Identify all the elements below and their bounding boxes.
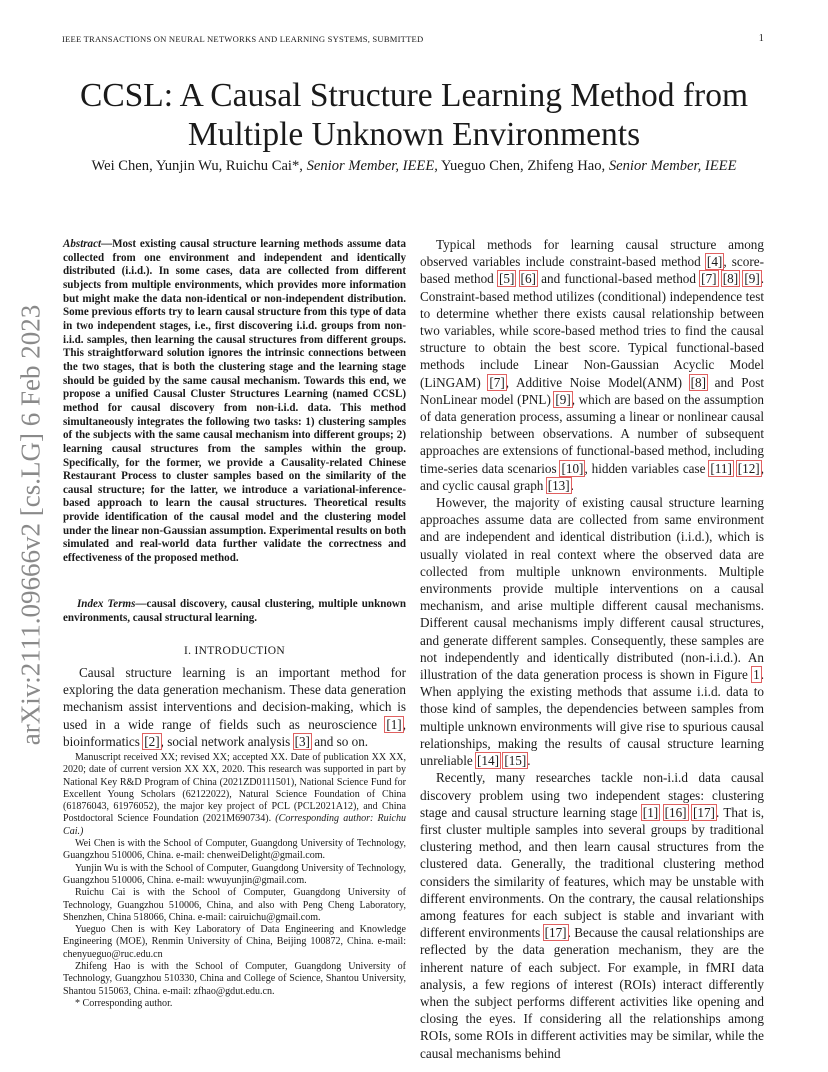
arxiv-stamp-text: arXiv:2111.09666v2 [cs.LG] 6 Feb 2023 xyxy=(15,304,46,746)
citation-link[interactable]: [6] xyxy=(520,271,536,287)
citation-link[interactable]: [3] xyxy=(294,733,310,749)
citation-link[interactable]: [16] xyxy=(664,804,687,820)
citation-link[interactable]: [1] xyxy=(386,716,402,732)
citation-link[interactable]: [8] xyxy=(690,374,707,390)
index-terms-text: —causal discovery, causal clustering, multiple unknown environments, causal structural learning. xyxy=(63,598,407,624)
citation-link[interactable]: [7] xyxy=(701,271,717,287)
figure-link[interactable]: 1 xyxy=(753,667,760,683)
footnote-affiliation: Yunjin Wu is with the School of Computer, Guangdong University of Technology, Guangzhou 510006, China. e-mail: wwuyunjin@gmail.com. xyxy=(63,862,406,886)
right-paragraph-3 xyxy=(420,769,764,1061)
footnote-star: * Corresponding author. xyxy=(75,997,173,1009)
abstract-text: —Most existing causal structure learning methods assume data collected from one environment and independent and identically distributed (i.i.d.). In some cases, data are collected from different subjects from multiple environments, which provides more information but might make the data non-identical or non-independent distribution. Some previous efforts try to learn causal structure from this type of data in two independent stages, i.e., first discovering i.i.d. groups from non-i.i.d. samples, then learning the causal structures from different groups. This straightforward solution ignores the intrinsic connections between the two stages, that is both the clustering stage and the learning stage should be guided by the same causal mechanism. Towards this end, we propose a unified Causal Cluster Structures Learning (named CCSL) method for causal discovery from non-i.i.d. data. This method simultaneously integrates the following two tasks: 1) clustering samples of the subjects with the same causal mechanism into different groups; 2) learning causal structures from the samples within the group. Specifically, for the former, we provide a Causality-related Chinese Restaurant Process to cluster samples based on the similarity of the causal structure; for the latter, we introduce a variational-inference-based approach to learn the causal structures. Theoretical results provide identification of the causal model and the clustering model under the linear non-Gaussian assumption. Experimental results on both simulated and real-world data further validate the correctness and effectiveness of the proposed method. xyxy=(63,238,406,565)
citation-link[interactable]: [10] xyxy=(561,460,584,476)
index-terms-label: Index Terms xyxy=(77,598,136,610)
intro-text: and so on. xyxy=(310,733,369,749)
footnote-affiliation: Zhifeng Hao is with the School of Computer, Guangdong University of Technology, Guangzhou 510330, China and College of Science, Shantou University, Shantou 515063, China. e-mail: zfhao@gdut.edu.cn. xyxy=(63,961,406,997)
footnote-corresponding: (Corresponding author: Ruichu Cai.) xyxy=(63,813,406,837)
intro-text: , bioinformatics xyxy=(63,716,406,749)
arxiv-stamp xyxy=(11,290,51,760)
authors-part-2: , Yueguo Chen, Zhifeng Hao, xyxy=(434,158,609,174)
citation-link[interactable]: [8] xyxy=(722,271,739,287)
page-number: 1 xyxy=(758,33,764,44)
abstract xyxy=(63,238,406,566)
paragraph-text: and functional-based method xyxy=(536,271,701,287)
running-header: IEEE TRANSACTIONS ON NEURAL NETWORKS AND LEARNING SYSTEMS, SUBMITTED xyxy=(62,34,424,44)
paragraph-text: , Additive Noise Model(ANM) xyxy=(505,374,690,390)
citation-link[interactable]: [17] xyxy=(544,925,567,941)
intro-text: , social network analysis xyxy=(160,733,294,749)
footnote-affiliation: Yueguo Chen is with Key Laboratory of Data Engineering and Knowledge Engineering (MOE), Renmin University of China, Beijing 100872, China. e-mail: chenyueguo@ruc.edu.cn xyxy=(63,924,406,960)
paragraph-text: . That is, first cluster multiple samples into several groups by traditional clustering method, and then learn causal structures from the clustered data. Generally, the traditional clustering method considers the similarity of features, which may be unstable with different environments. On the contrary, the causal relationships among features for each subject is stable and invariant with different environments xyxy=(420,804,765,941)
footnotes xyxy=(63,752,406,1010)
citation-link[interactable]: [11] xyxy=(710,460,732,476)
section-heading: I. INTRODUCTION xyxy=(184,645,285,657)
citation-link[interactable]: [7] xyxy=(489,374,505,390)
paragraph-text: . Constraint-based method utilizes (conditional) independence test to determine whether there exists causal relationship between two variables, while score-based method tries to find the causal structure to obtain the best score. Typical functional-based methods include Linear Non-Gaussian Acyclic Model (LiNGAM) xyxy=(420,271,765,390)
right-paragraph-1 xyxy=(420,236,764,494)
footnote-text: Manuscript received XX; revised XX; accepted XX. Date of publication XX XX, 2020; date of current version XX XX, 2020. This research was supported in part by National Key R&D Program of China (2021ZD0111501), National Science Fund for Excellent Young Scholars (62122022), Natural Science Foundation of China (61876043, 61976052), the major key project of PCL (PCL2021A12), and China Postdoctoral Science Foundation (2021M690734). xyxy=(63,752,406,825)
paragraph-text: . When applying the existing methods that assume i.i.d. data to those kind of samples, the dependencies between samples from multiple unknown environments will give rise to spurious causal relationships, making the results of causal structure learning unreliable xyxy=(420,667,764,769)
abstract-label: Abstract xyxy=(63,238,102,250)
authors-part-1: Wei Chen, Yunjin Wu, Ruichu Cai*, xyxy=(91,158,307,174)
citation-link[interactable]: [15] xyxy=(504,753,527,769)
citation-link[interactable]: [13] xyxy=(547,477,570,493)
author-role-2: Senior Member, IEEE xyxy=(608,158,737,174)
footnote-funding xyxy=(63,752,406,838)
paragraph-text: , hidden variables case xyxy=(584,460,710,476)
intro-paragraph xyxy=(63,664,406,750)
right-column xyxy=(420,236,764,1062)
paragraph-text: Recently, many researches tackle non-i.i.d data causal discovery problem using two independent stages: clustering stage and causal structure learning stage xyxy=(420,770,764,820)
citation-link[interactable]: [9] xyxy=(744,271,760,287)
citation-link[interactable]: [12] xyxy=(737,460,760,476)
author-role-1: Senior Member, IEEE xyxy=(306,158,435,174)
paragraph-text: . xyxy=(527,753,531,769)
paper-title: CCSL: A Causal Structure Learning Method from Multiple Unknown Environments xyxy=(79,77,749,153)
footnote-affiliation: Wei Chen is with the School of Computer, Guangdong University of Technology, Guangzhou 510006, China. e-mail: chenweiDelight@gmail.com. xyxy=(63,838,406,862)
paragraph-text: . Because the causal relationships are reflected by the data generation mechanism, they are the inherent nature of each subject. For example, in fMRI data analysis, a few regions of interest (ROIs) interact differently when the subject performs different activities like opening and closing the eyes. If considering all the relationships among ROIs, some ROIs in different activities may be similar, while the causal mechanisms behind xyxy=(420,925,764,1061)
paragraph-text: , score-based method xyxy=(420,254,765,287)
citation-link[interactable]: [2] xyxy=(144,733,160,749)
footnote-affiliation: Ruichu Cai is with the School of Computer, Guangdong University of Technology, Guangzhou 510006, China, and also with Peng Cheng Laboratory, Shenzhen, China 518066, China. e-mail: cairuichu@gmail.com. xyxy=(63,887,406,923)
author-list xyxy=(50,158,778,175)
citation-link[interactable]: [17] xyxy=(692,804,715,820)
paragraph-text: , which are based on the assumption of data generation process, assuming a linear or nonlinear causal relationship between observations. A number of subsequent approaches are extensions of functional-based method, including time-series data scenarios xyxy=(420,391,765,476)
intro-text: Causal structure learning is an important method for exploring the data generation mechanism. These data generation mechanism assist interventions and decision-making, which is used in a wide range of fields such as neuroscience xyxy=(63,665,406,732)
paragraph-text: and Post NonLinear model (PNL) xyxy=(420,374,764,407)
citation-link[interactable]: [5] xyxy=(498,271,515,287)
citation-link[interactable]: [14] xyxy=(477,753,500,769)
right-paragraph-2 xyxy=(420,494,764,769)
paragraph-text: Typical methods for learning causal structure among observed variables include constraint-based method xyxy=(420,237,764,270)
citation-link[interactable]: [4] xyxy=(706,254,723,270)
index-terms xyxy=(63,598,406,625)
paragraph-text: , and cyclic causal graph xyxy=(420,460,764,493)
citation-link[interactable]: [9] xyxy=(555,391,571,407)
paragraph-text: However, the majority of existing causal structure learning approaches assume data are collected from same environment and are independent and identical distribution (i.i.d.), which is usually violated in real context where the observed data are collected from multiple unknown environments. Multiple environments provide multiple interventions on a causal mechanism, and arise multiple different causal mechanisms. Different causal mechanisms imply different causal structures, and generate different samples. Consequently, these samples are not independently and identically distributed (non-i.i.d.). An illustration of the data generation process is shown in Figure xyxy=(420,495,764,683)
citation-link[interactable]: [1] xyxy=(642,804,659,820)
paragraph-text: . xyxy=(570,477,574,493)
